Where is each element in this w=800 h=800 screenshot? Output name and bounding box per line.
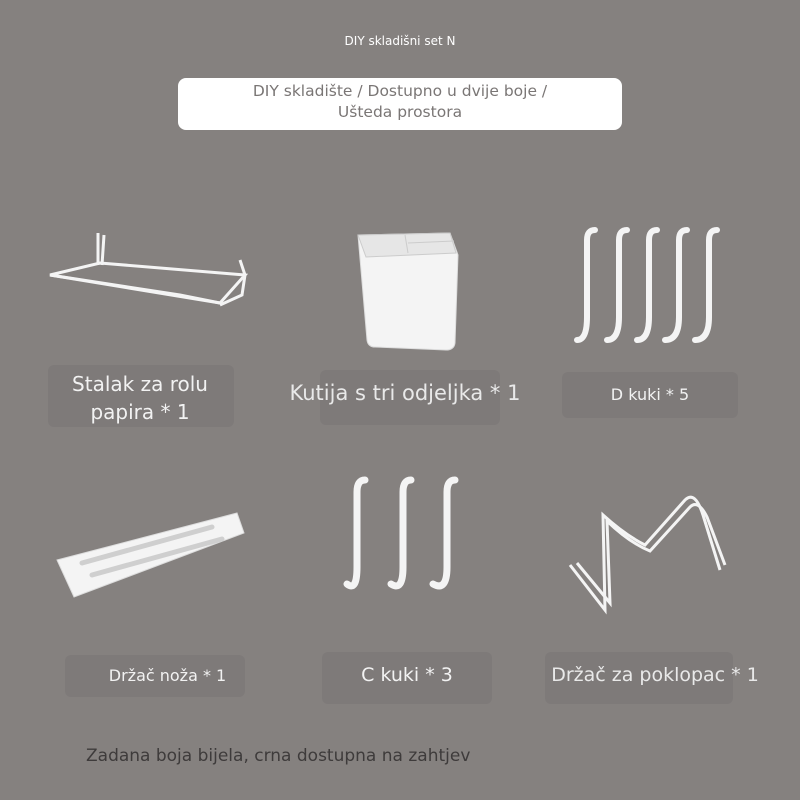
knife-holder-icon: [52, 505, 252, 605]
item-label-lid-holder: Držač za poklopac * 1: [551, 664, 759, 686]
item-label-knife-holder: Držač noža * 1: [108, 666, 227, 685]
paper-roll-holder-icon: [40, 225, 260, 325]
three-compartment-box-icon: [350, 225, 470, 355]
footer-note: Zadana boja bijela, crna dostupna na zahtjev: [86, 746, 471, 766]
page-title: DIY skladišni set N: [344, 34, 456, 48]
c-hook-icon: [335, 472, 465, 602]
item-label-box-three: Kutija s tri odjeljka * 1: [289, 381, 521, 405]
banner-line-1: DIY skladište / Dostupno u dvije boje /: [252, 82, 548, 100]
label-line-1: Stalak za rolu: [72, 372, 208, 396]
lid-holder-icon: [565, 485, 735, 615]
d-hook-icon: [565, 222, 735, 350]
item-label-d-hooks: D kuki * 5: [610, 385, 690, 404]
item-label-paper-roll-holder: [40, 370, 240, 426]
feature-banner: [178, 78, 622, 130]
label-line-2: papira * 1: [90, 400, 190, 424]
banner-line-2: Ušteda prostora: [337, 103, 463, 121]
item-label-c-hooks: C kuki * 3: [361, 664, 453, 686]
